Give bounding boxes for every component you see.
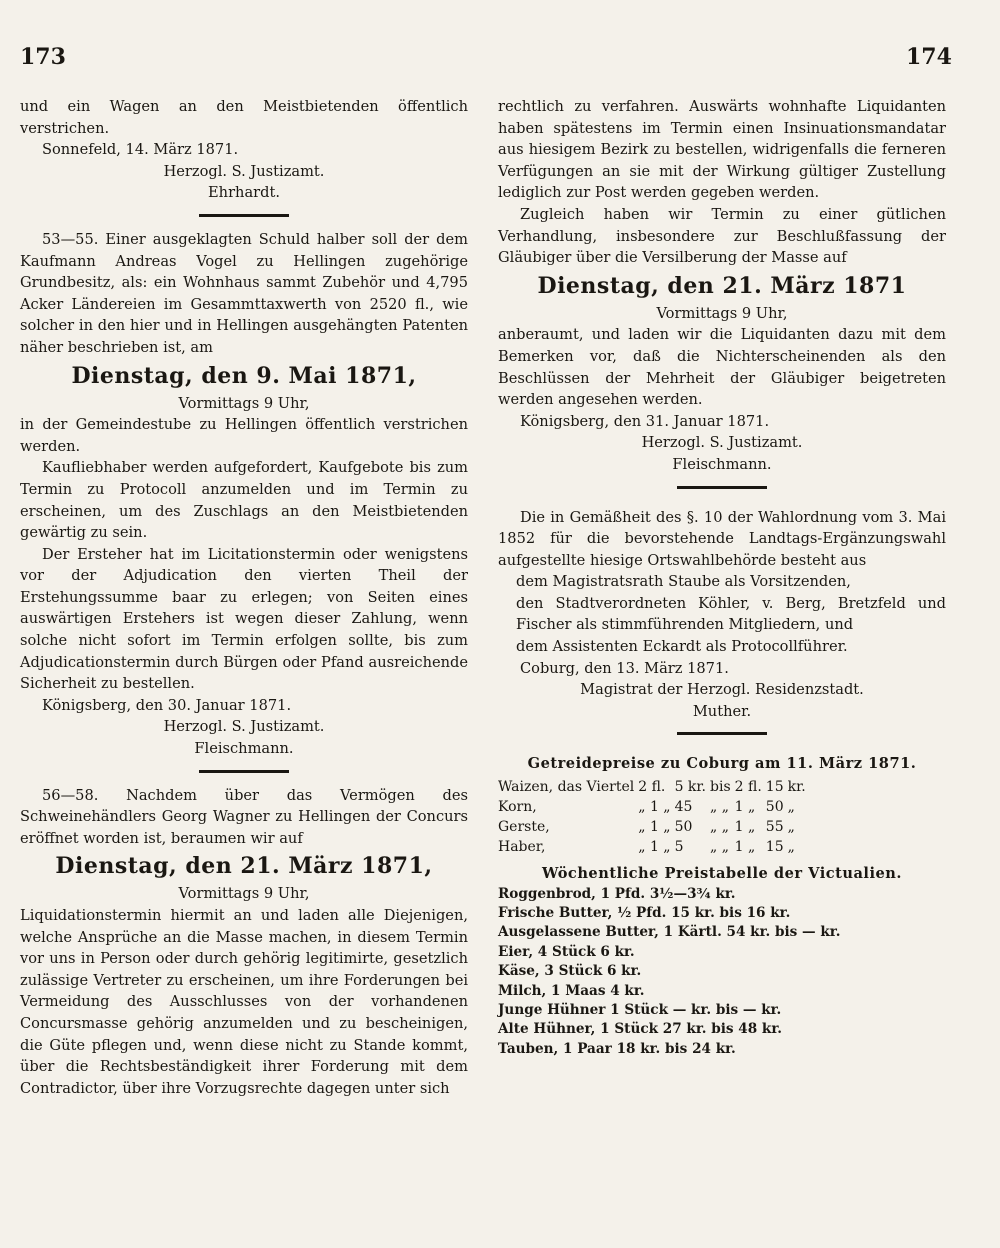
notice-4-member-2: den Stadtverordneten Köhler, v. Berg, Bretzfeld und Fischer als stimmführenden Mitgliedern, und <box>516 594 946 634</box>
notice-4-office: Magistrat der Herzogl. Residenzstadt. <box>580 681 864 699</box>
notice-3-closing: anberaumt, und laden wir die Liquidanten dazu mit dem Bemerken vor, daß die Nichterscheinenden als den Beschlüssen der Mehrheit der Gläubiger beigetreten werden angesehen werden. <box>498 326 946 409</box>
grain-price-row <box>498 777 810 797</box>
notice-2-office: Herzogl. S. Justizamt. <box>163 718 325 736</box>
victual-item: Frische Butter, ½ Pfd. 15 kr. bis 16 kr. <box>498 905 791 922</box>
left-column <box>20 96 468 1099</box>
notice-4-date: Coburg, den 13. März 1871. <box>520 659 729 677</box>
grain-price-cell: „ „ <box>710 819 729 836</box>
grain-price-cell: „ „ <box>710 839 729 856</box>
notice-3-signer: Fleischmann. <box>672 455 772 473</box>
grain-price-cell: 1 „ <box>734 839 756 856</box>
grain-prices-table <box>498 777 810 857</box>
notice-3-office: Herzogl. S. Justizamt. <box>641 434 803 452</box>
separator-rule <box>677 486 767 489</box>
grain-price-cell: 55 <box>765 819 784 836</box>
grain-price-cell: „ 1 „ <box>638 799 671 816</box>
notice-2-location: in der Gemeindestube zu Hellingen öffentlich verstrichen werden. <box>20 416 468 455</box>
grain-price-cell: „ 1 „ <box>638 819 671 836</box>
notice-2-auction-date: Dienstag, den 9. Mai 1871, <box>71 362 417 389</box>
notice-3-term-date: Dienstag, den 21. März 1871, <box>55 853 433 880</box>
notice-3-date: Königsberg, den 31. Januar 1871. <box>520 412 770 430</box>
notice-3-meeting: Zugleich haben wir Termin zu einer gütlichen Verhandlung, insbesondere zur Beschlußfassung der Gläubiger über die Versilberung der Masse auf <box>498 205 946 267</box>
grain-price-cell: 50 <box>674 819 693 836</box>
grain-price-row <box>498 817 810 837</box>
notice-1-date: Sonnefeld, 14. März 1871. <box>42 141 239 159</box>
grain-price-cell: „ „ <box>710 799 729 816</box>
grain-price-cell: 2 fl. <box>734 779 762 796</box>
grain-prices-title: Getreidepreise zu Coburg am 11. März 1871. <box>527 755 917 773</box>
grain-price-cell: 5 <box>674 839 684 856</box>
notice-3-continued: rechtlich zu verfahren. Auswärts wohnhafte Liquidanten haben spätestens im Termin einen Insinuationsmandatar aus hiesigem Bezirk zu bestellen, widrigenfalls die ferneren Verfügungen an sie mit der Wirkung gültiger Zustellung lediglich zur Post werden gegeben werden. <box>498 98 946 202</box>
victual-item: Alte Hühner, 1 Stück 27 kr. bis 48 kr. <box>498 1021 782 1038</box>
grain-price-cell: „ <box>787 799 795 816</box>
grain-price-cell: „ <box>787 839 795 856</box>
grain-price-cell: 15 <box>765 839 784 856</box>
grain-price-cell: bis <box>710 779 731 796</box>
notice-1-signer: Ehrhardt. <box>208 184 280 202</box>
victual-item: Junge Hühner 1 Stück — kr. bis — kr. <box>498 1002 782 1019</box>
victual-item: Milch, 1 Maas 4 kr. <box>498 982 645 999</box>
notice-1-text: und ein Wagen an den Meistbietenden öffentlich verstrichen. <box>20 98 468 137</box>
separator-rule <box>199 770 289 773</box>
notice-3-meeting-time: Vormittags 9 Uhr, <box>656 304 788 322</box>
victuals-list <box>498 885 946 1060</box>
grain-price-cell: Gerste, <box>498 819 550 836</box>
separator-rule <box>677 732 767 735</box>
grain-price-row <box>498 797 810 817</box>
grain-price-cell: „ <box>787 819 795 836</box>
page-number-left: 173 <box>20 44 66 70</box>
grain-price-cell: „ 1 „ <box>638 839 671 856</box>
notice-2-bidders: Kaufliebhaber werden aufgefordert, Kaufgebote bis zum Termin zu Protocoll anzumelden und im Termin zu erscheinen, um des Zuschlags an den Meistbietenden gewärtig zu sein. <box>20 459 468 542</box>
victual-item: Tauben, 1 Paar 18 kr. bis 24 kr. <box>498 1040 736 1057</box>
notice-2-date: Königsberg, den 30. Januar 1871. <box>42 696 292 714</box>
grain-price-row <box>498 837 810 857</box>
grain-price-cell: Haber, <box>498 839 546 856</box>
page-number-right: 174 <box>906 44 952 70</box>
grain-price-cell: 45 <box>674 799 693 816</box>
grain-price-cell: 1 „ <box>734 819 756 836</box>
victual-item: Eier, 4 Stück 6 kr. <box>498 943 635 960</box>
notice-3-text: 56—58. Nachdem über das Vermögen des Schweinehändlers Georg Wagner zu Hellingen der Concurs eröffnet worden ist, beraumen wir auf <box>20 786 468 847</box>
victual-item: Roggenbrod, 1 Pfd. 3½—3¾ kr. <box>498 885 736 902</box>
notice-2-signer: Fleischmann. <box>194 740 294 758</box>
grain-price-cell: 5 kr. <box>674 779 707 796</box>
notice-2-time: Vormittags 9 Uhr, <box>178 394 310 412</box>
notice-4-member-1: dem Magistratsrath Staube als Vorsitzenden, <box>516 573 851 591</box>
notice-3-meeting-date: Dienstag, den 21. März 1871 <box>537 272 907 299</box>
right-column <box>498 96 946 1059</box>
notice-2-payment: Der Ersteher hat im Licitationstermin oder wenigstens vor der Adjudication den vierten Theil der Erstehungssumme baar zu erlegen; von Seiten eines auswärtigen Erstehers ist wegen dieser Zahlung, wenn solche nicht sofort im Termin erfolgen sollte, bis zum Adjudicationstermin durch Bürgen oder Pfand ausreichende Sicherheit zu bestellen. <box>20 545 468 693</box>
notice-1-office: Herzogl. S. Justizamt. <box>163 162 325 180</box>
grain-price-cell: 50 <box>765 799 784 816</box>
grain-price-cell: 2 fl. <box>638 779 666 796</box>
grain-price-cell: kr. <box>787 779 806 796</box>
notice-4-signer: Muther. <box>692 702 752 720</box>
grain-price-cell: 1 „ <box>734 799 756 816</box>
notice-4-text: Die in Gemäßheit des §. 10 der Wahlordnung vom 3. Mai 1852 für die bevorstehende Landtags-Ergänzungswahl aufgestellte hiesige Ortswahlbehörde besteht aus <box>498 508 946 569</box>
notice-3-time: Vormittags 9 Uhr, <box>178 885 310 903</box>
notice-4-member-3: dem Assistenten Eckardt als Protocollführer. <box>516 638 848 656</box>
grain-price-cell: Korn, <box>498 799 537 816</box>
victuals-title: Wöchentliche Preistabelle der Victualien. <box>542 865 902 883</box>
notice-3-body: Liquidationstermin hiermit an und laden alle Diejenigen, welche Ansprüche an die Masse machen, in diesem Termin vor uns in Person oder durch gehörig legitimirte, gesetzlich zulässige Vertreter zu erscheinen, um ihre Forderungen bei Vermeidung des Ausschlusses von der vorhandenen Concursmasse gehörig anzumelden und zu bescheinigen, die Güte pflegen und, wenn diese nicht zu Stande kommt, über die Rechtsbeständigkeit ihrer Forderung mit dem Contradictor, über ihre Vorzugsrechte dagegen unter sich <box>20 907 468 1097</box>
victual-item: Ausgelassene Butter, 1 Kärtl. 54 kr. bis — kr. <box>498 924 841 941</box>
separator-rule <box>199 214 289 217</box>
grain-price-cell: Waizen, das Viertel <box>498 779 635 796</box>
notice-2-text: 53—55. Einer ausgeklagten Schuld halber soll der dem Kaufmann Andreas Vogel zu Hellingen zugehörige Grundbesitz, als: ein Wohnhaus sammt Zubehör und 4,795 Acker Ländereien im Gesammttaxwerth von 2520 fl., wie solcher in den hier und in Hellingen ausgehängten Patenten näher beschrieben ist, am <box>20 230 468 356</box>
grain-price-cell: 15 <box>765 779 784 796</box>
victual-item: Käse, 3 Stück 6 kr. <box>498 963 642 980</box>
